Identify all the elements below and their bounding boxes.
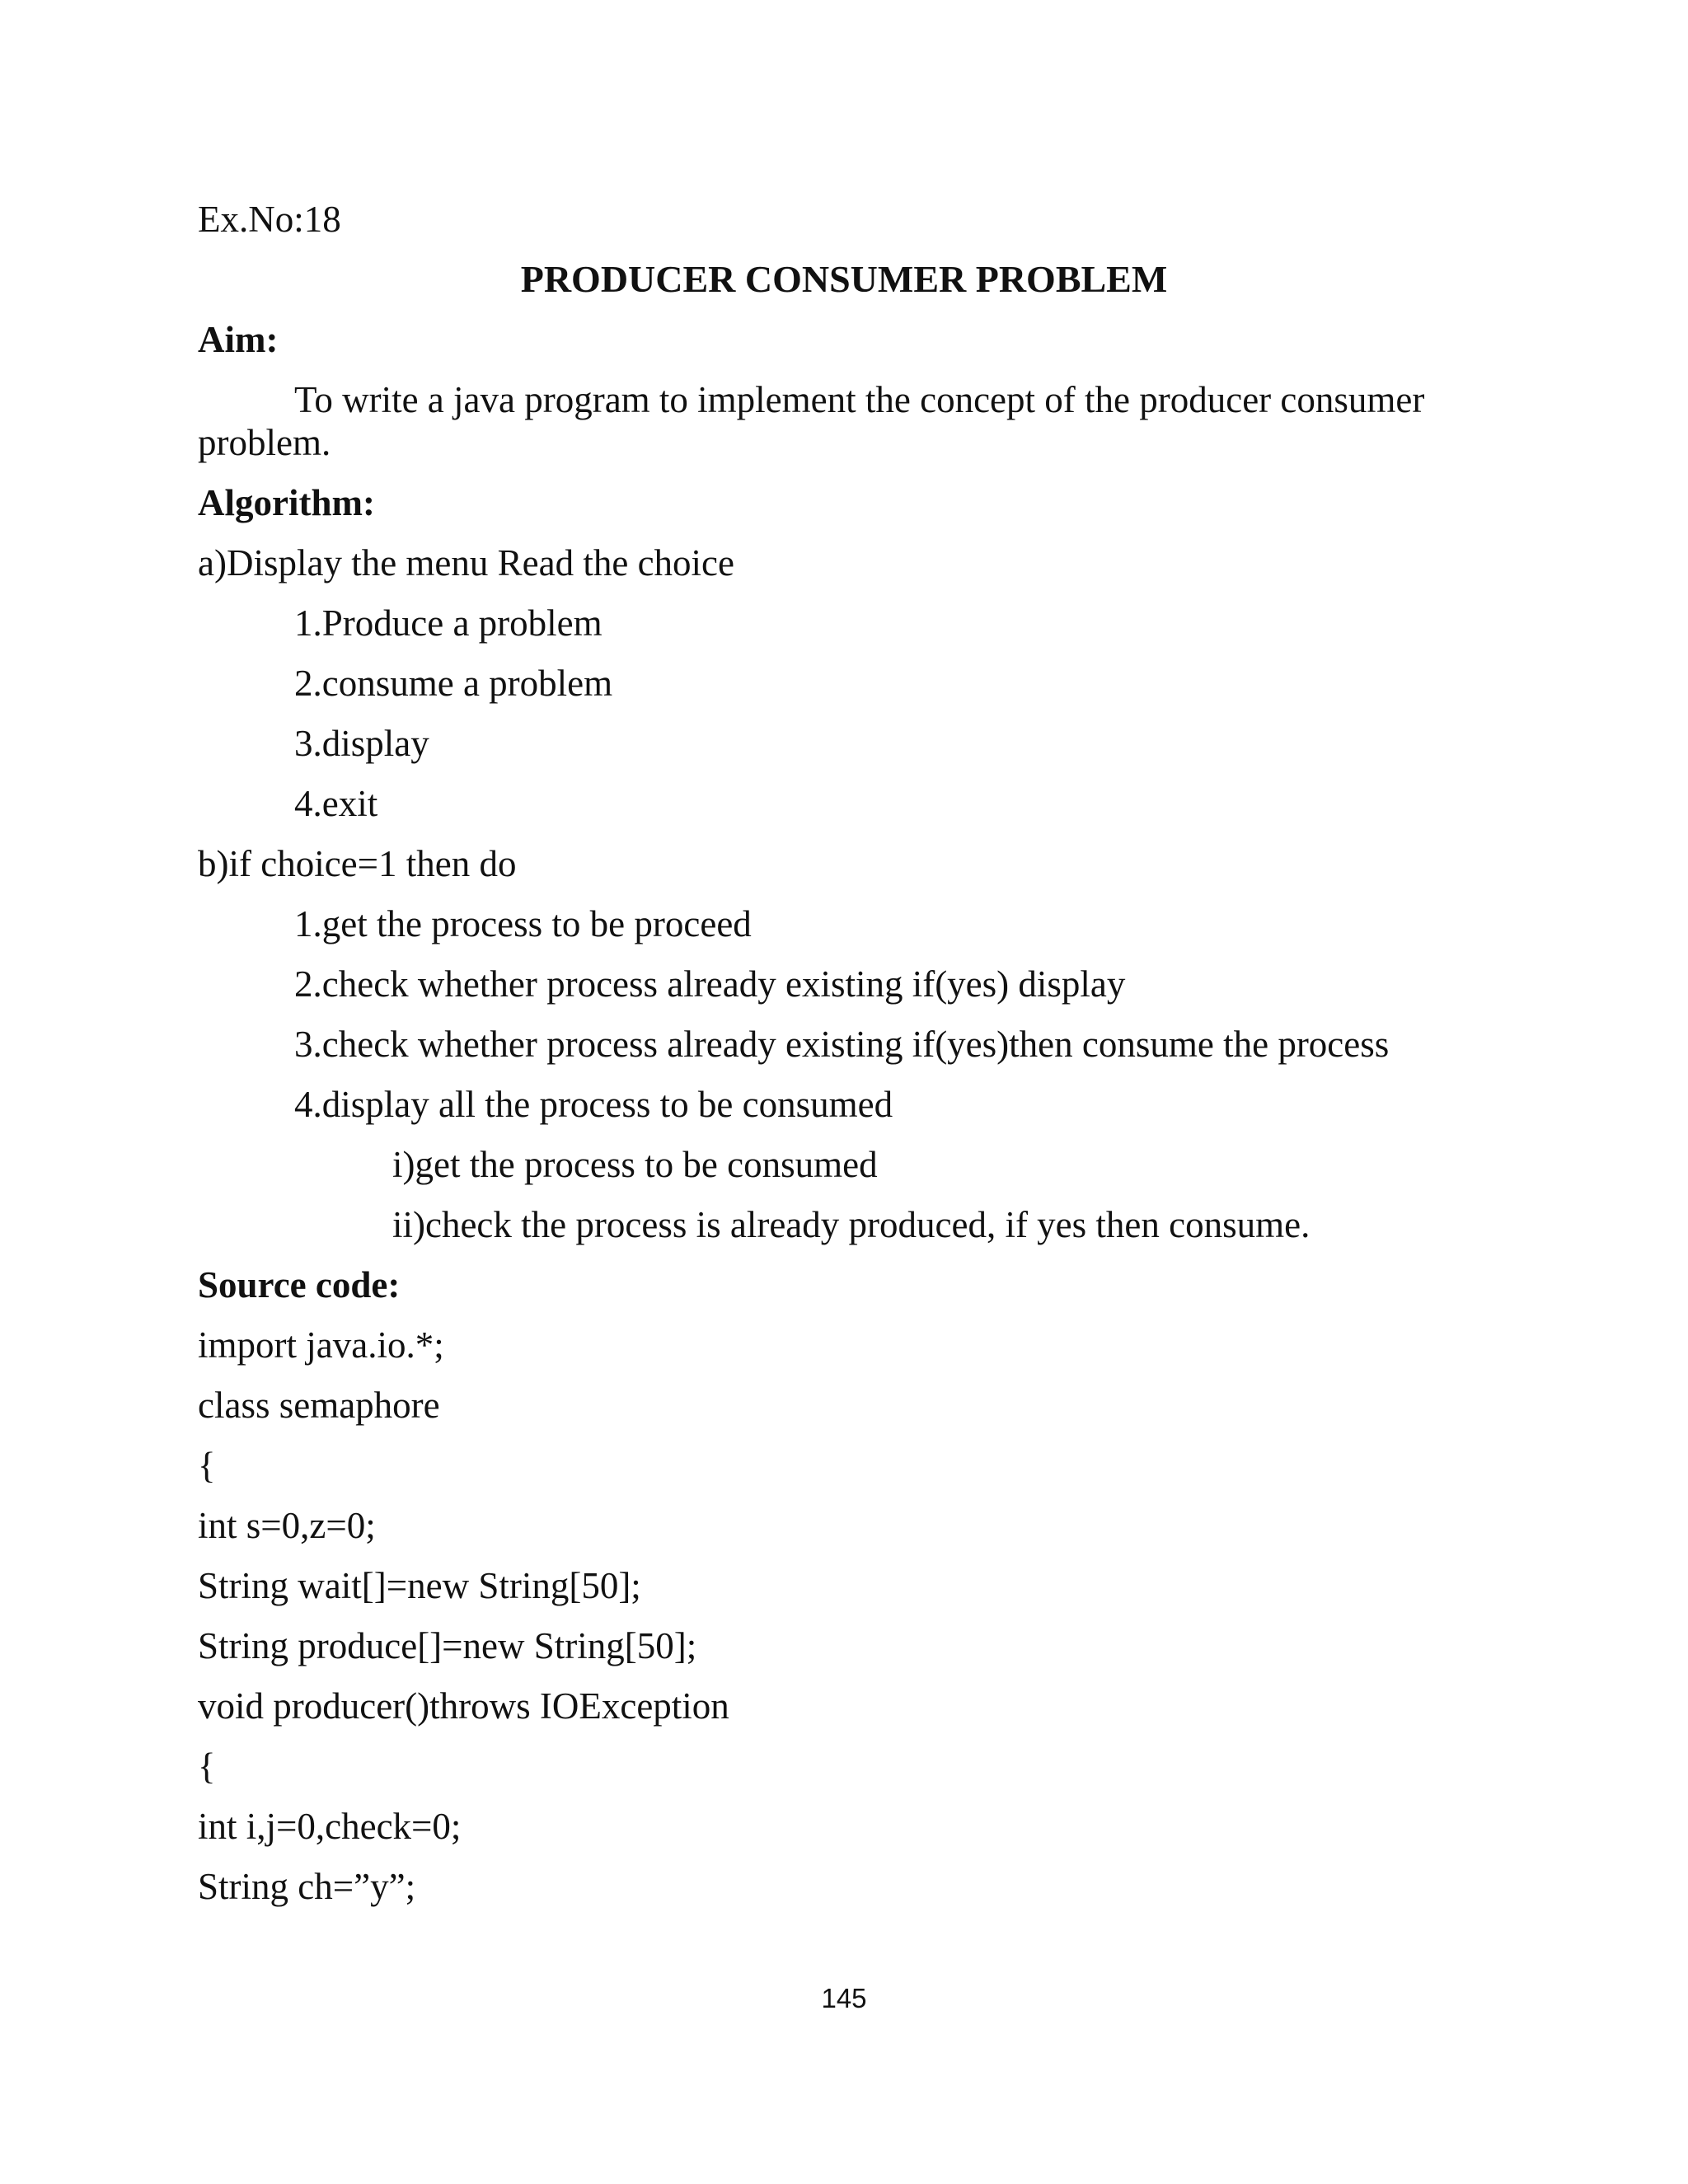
algorithm-menu-item: 2.consume a problem	[294, 663, 613, 704]
source-code-heading: Source code:	[198, 1264, 401, 1305]
exercise-number: Ex.No:18	[198, 199, 341, 240]
algorithm-b-subitem: i)get the process to be consumed	[392, 1144, 878, 1185]
code-line: {	[198, 1445, 216, 1486]
algorithm-b-subitem: ii)check the process is already produced, if yes then consume.	[392, 1204, 1311, 1245]
page-number: 145	[821, 1983, 867, 2013]
algorithm-menu-item: 3.display	[294, 723, 429, 764]
algorithm-b-item: 1.get the process to be proceed	[294, 903, 752, 944]
code-line: String produce[]=new String[50];	[198, 1625, 697, 1666]
algorithm-heading: Algorithm:	[198, 482, 375, 523]
algorithm-step-a: a)Display the menu Read the choice	[198, 542, 735, 583]
code-line: class semaphore	[198, 1385, 440, 1426]
algorithm-menu-item: 4.exit	[294, 783, 378, 824]
algorithm-menu-item: 1.Produce a problem	[294, 602, 603, 644]
code-line: String ch=”y”;	[198, 1866, 416, 1907]
aim-text-line-2: problem.	[198, 422, 331, 463]
aim-text-line-1: To write a java program to implement the concept of the producer consumer	[294, 379, 1425, 420]
code-line: int s=0,z=0;	[198, 1505, 376, 1546]
code-line: void producer()throws IOException	[198, 1685, 729, 1727]
code-line: String wait[]=new String[50];	[198, 1565, 641, 1606]
algorithm-b-item: 2.check whether process already existing if(yes) display	[294, 963, 1126, 1005]
code-line: int i,j=0,check=0;	[198, 1806, 462, 1847]
code-line: {	[198, 1746, 216, 1787]
algorithm-b-item: 3.check whether process already existing if(yes)then consume the process	[294, 1024, 1390, 1065]
algorithm-b-item: 4.display all the process to be consumed	[294, 1084, 893, 1125]
aim-heading: Aim:	[198, 319, 279, 360]
code-line: import java.io.*;	[198, 1324, 444, 1366]
algorithm-step-b: b)if choice=1 then do	[198, 843, 517, 884]
page-title: PRODUCER CONSUMER PROBLEM	[520, 258, 1168, 300]
